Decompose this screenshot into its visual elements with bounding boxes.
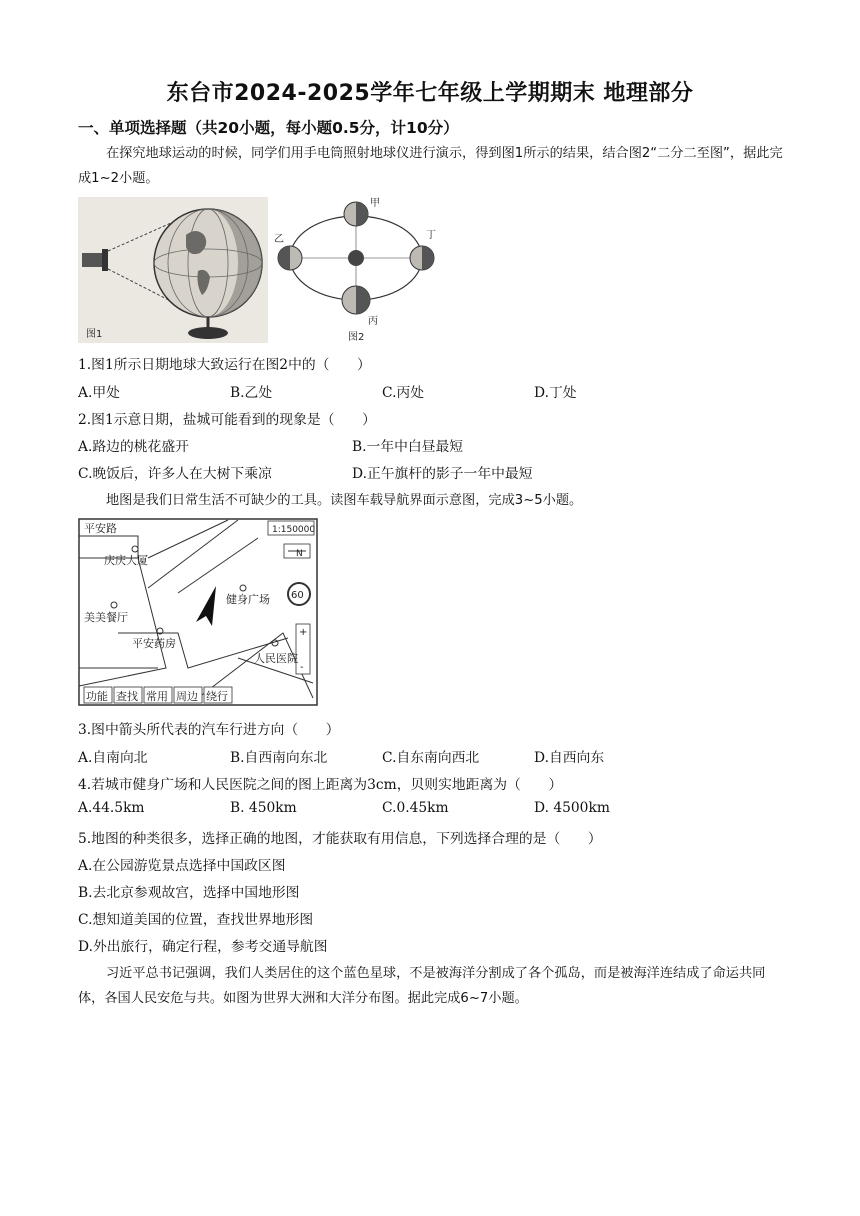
question-5-option-b[interactable]: B.去北京参观故宫，选择中国地形图 (78, 885, 300, 901)
map-button-search[interactable]: 查找 (116, 690, 138, 703)
map-place-meimei-restaurant: 美美餐厅 (84, 611, 128, 624)
question-4-option-d[interactable]: D. 4500km (534, 800, 610, 816)
question-4-option-a[interactable]: A.44.5km (78, 800, 145, 816)
question-5-option-c[interactable]: C.想知道美国的位置，查找世界地形图 (78, 912, 314, 928)
question-3-option-d[interactable]: D.自西向东 (534, 750, 605, 766)
question-1-option-b[interactable]: B.乙处 (230, 385, 273, 401)
question-5-option-d[interactable]: D.外出旅行，确定行程，参考交通导航图 (78, 939, 328, 955)
figure-1-globe (78, 197, 268, 343)
question-2-option-a[interactable]: A.路边的桃花盛开 (78, 439, 189, 455)
question-5-option-a[interactable]: A.在公园游览景点选择中国政区图 (78, 858, 286, 874)
section-heading: 一、单项选择题（共20小题，每小题0.5分，计10分） (78, 119, 459, 137)
question-2-option-b[interactable]: B.一年中白昼最短 (352, 439, 464, 455)
question-3-option-b[interactable]: B.自西南向东北 (230, 750, 328, 766)
map-place-qingqing-tower: 庆庆大厦 (104, 554, 148, 567)
question-2-stem: 2.图1示意日期，盐城可能看到的现象是（ ） (78, 412, 376, 428)
figure-nav-map (78, 518, 318, 706)
question-1-option-c[interactable]: C.丙处 (382, 385, 425, 401)
map-zoom-in[interactable]: + (299, 627, 308, 638)
question-1-stem: 1.图1所示日期地球大致运行在图2中的（ ） (78, 357, 371, 373)
figure-2-orbit (272, 192, 440, 344)
question-5-stem: 5.地图的种类很多，选择正确的地图，才能获取有用信息，下列选择合理的是（ ） (78, 831, 602, 847)
question-4-stem: 4.若城市健身广场和人民医院之间的图上距离为3cm，贝则实地距离为（ ） (78, 777, 563, 793)
map-place-pingan-pharmacy: 平安药房 (132, 637, 176, 650)
page-title: 东台市2024-2025学年七年级上学期期末 地理部分 (166, 81, 694, 106)
position-yi: 乙 (274, 234, 284, 245)
question-3-option-c[interactable]: C.自东南向西北 (382, 750, 480, 766)
map-scale: 1:150000 (272, 525, 316, 535)
position-ding: 丁 (426, 230, 436, 241)
question-1-option-d[interactable]: D.丁处 (534, 385, 577, 401)
position-jia: 甲 (370, 198, 380, 209)
map-button-frequent[interactable]: 常用 (146, 690, 168, 703)
map-button-function[interactable]: 功能 (86, 690, 108, 703)
map-button-nearby[interactable]: 周边 (176, 690, 198, 703)
position-bing: 丙 (368, 316, 378, 327)
question-4-option-b[interactable]: B. 450km (230, 800, 297, 816)
question-2-option-c[interactable]: C.晚饭后，许多人在大树下乘凉 (78, 466, 272, 482)
map-place-fitness-square: 健身广场 (226, 593, 270, 606)
question-3-option-a[interactable]: A.自南向北 (78, 750, 148, 766)
map-speed-limit: 60 (291, 590, 304, 601)
map-button-detour[interactable]: 绕行 (206, 690, 228, 703)
map-place-peoples-hospital: 人民医院 (254, 652, 298, 665)
question-3-stem: 3.图中箭头所代表的汽车行进方向（ ） (78, 722, 340, 738)
map-place-pingan-road: 平安路 (84, 522, 117, 535)
question-1-option-a[interactable]: A.甲处 (78, 385, 120, 401)
question-4-option-c[interactable]: C.0.45km (382, 800, 449, 816)
intro-paragraph-1: 在探究地球运动的时候，同学们用手电筒照射地球仪进行演示，得到图1所示的结果，结合图2“二分二至图”，据此完成1~2小题。 (78, 146, 783, 186)
intro-paragraph-3: 习近平总书记强调，我们人类居住的这个蓝色星球，不是被海洋分割成了各个孤岛，而是被海洋连结成了命运共同体，各国人民安危与共。如图为世界大洲和大洋分布图。据此完成6~7小题。 (78, 966, 766, 1006)
figure-1-label: 图1 (86, 329, 103, 340)
question-2-option-d[interactable]: D.正午旗杆的影子一年中最短 (352, 466, 533, 482)
figure-2-label: 图2 (348, 332, 365, 343)
intro-paragraph-2: 地图是我们日常生活不可缺少的工具。读图车载导航界面示意图，完成3~5小题。 (106, 493, 583, 508)
map-zoom-out[interactable]: - (300, 662, 304, 673)
map-north-indicator: N (296, 549, 303, 559)
